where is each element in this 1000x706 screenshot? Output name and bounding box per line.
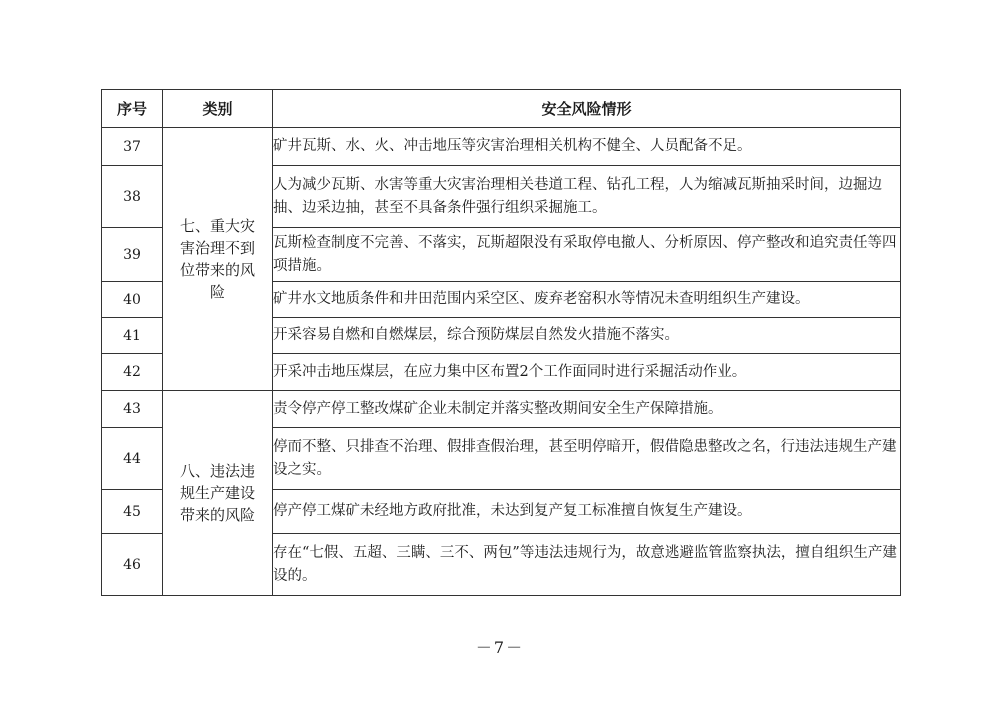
- risk-description: 矿井瓦斯、水、火、冲击地压等灾害治理相关机构不健全、人员配备不足。: [273, 128, 901, 166]
- category-label: 七、重大灾害治理不到位带来的风险: [179, 217, 255, 301]
- row-number: 39: [102, 228, 163, 282]
- table-row: [102, 128, 901, 166]
- row-number: 44: [102, 428, 163, 490]
- table-row: [102, 391, 901, 428]
- risk-description: 瓦斯检查制度不完善、不落实，瓦斯超限没有采取停电撤人、分析原因、停产整改和追究责任等四项措施。: [273, 228, 901, 282]
- page-number: －7－: [475, 638, 525, 657]
- header-situation: 安全风险情形: [273, 90, 901, 128]
- risk-description: 开采冲击地压煤层，在应力集中区布置2个工作面同时进行采掘活动作业。: [273, 354, 901, 391]
- row-number: 40: [102, 282, 163, 318]
- row-number: 41: [102, 318, 163, 354]
- risk-table: [101, 89, 901, 596]
- table-header-row: [102, 90, 901, 128]
- row-number: 37: [102, 128, 163, 166]
- risk-description: 矿井水文地质条件和井田范围内采空区、废弃老窑积水等情况未查明组织生产建设。: [273, 282, 901, 318]
- risk-description: 存在“七假、五超、三瞒、三不、两包”等违法违规行为，故意逃避监管监察执法，擅自组织生产建设的。: [273, 534, 901, 596]
- row-number: 38: [102, 166, 163, 228]
- category-cell: [163, 391, 273, 596]
- category-label: 八、违法违规生产建设带来的风险: [179, 462, 255, 524]
- risk-description: 停而不整、只排查不治理、假排查假治理，甚至明停暗开，假借隐患整改之名，行违法违规生产建设之实。: [273, 428, 901, 490]
- row-number: 42: [102, 354, 163, 391]
- category-cell: [163, 128, 273, 391]
- risk-description: 开采容易自燃和自燃煤层，综合预防煤层自然发火措施不落实。: [273, 318, 901, 354]
- header-category: 类别: [163, 90, 273, 128]
- risk-description: 停产停工煤矿未经地方政府批准，未达到复产复工标准擅自恢复生产建设。: [273, 490, 901, 534]
- row-number: 43: [102, 391, 163, 428]
- row-number: 45: [102, 490, 163, 534]
- header-no: 序号: [102, 90, 163, 128]
- row-number: 46: [102, 534, 163, 596]
- risk-description: 人为减少瓦斯、水害等重大灾害治理相关巷道工程、钻孔工程，人为缩减瓦斯抽采时间，边掘边抽、边采边抽，甚至不具备条件强行组织采掘施工。: [273, 166, 901, 228]
- risk-description: 责令停产停工整改煤矿企业未制定并落实整改期间安全生产保障措施。: [273, 391, 901, 428]
